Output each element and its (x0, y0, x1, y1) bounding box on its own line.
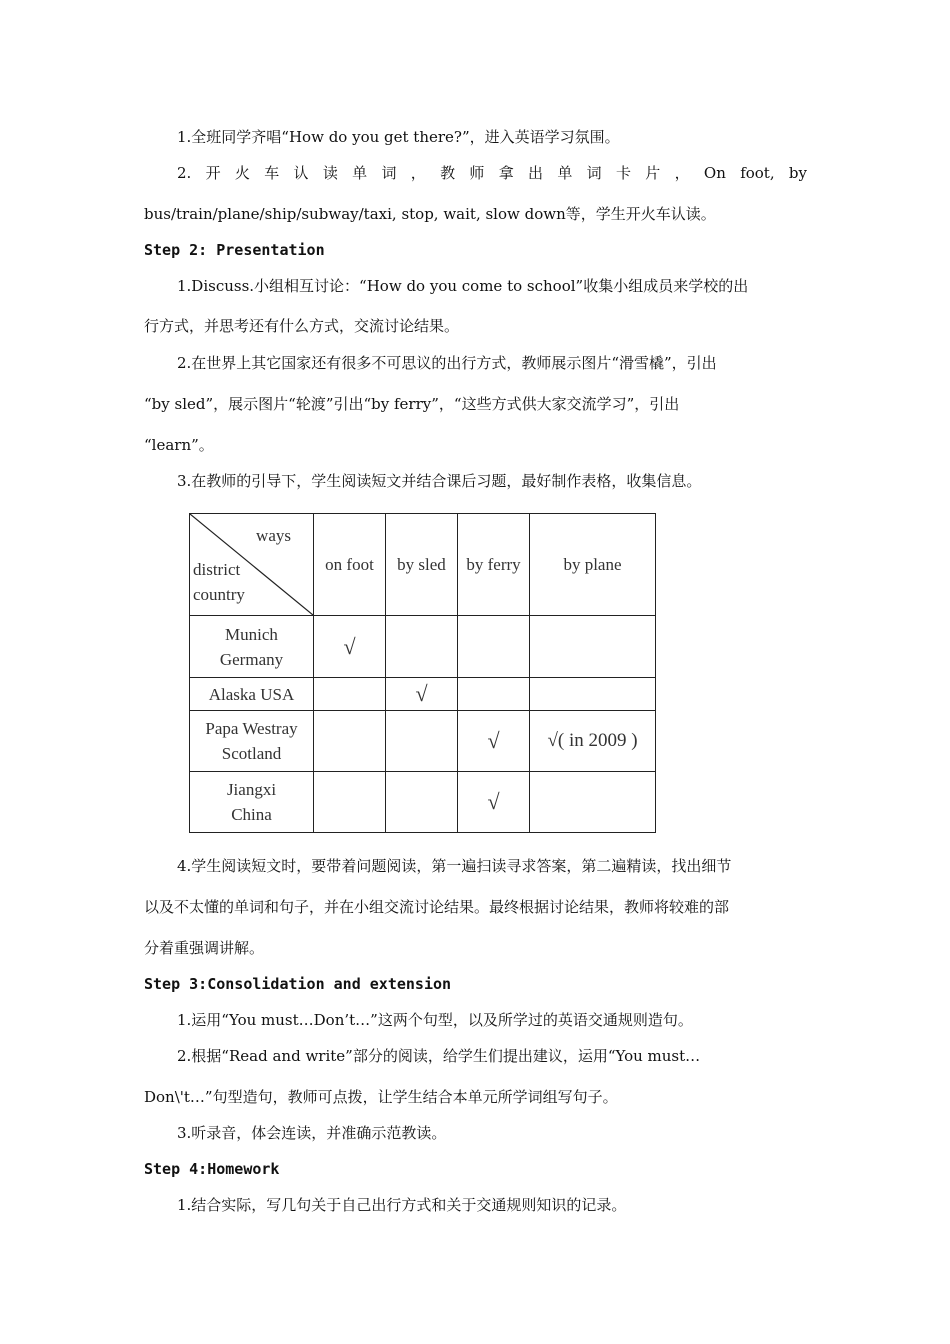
table-cell (458, 678, 530, 711)
column-header: on foot (314, 514, 386, 616)
row-label-line: Munich (225, 624, 278, 644)
table-row (190, 616, 656, 678)
step2-item2-line3: “learn”。 (144, 436, 214, 454)
corner-ways-label: ways (256, 526, 291, 545)
row-label (190, 772, 314, 833)
step3-item3: 3.听录音，体会连读，并准确示范教读。 (177, 1124, 447, 1142)
justified-token: 读 (322, 164, 338, 182)
table-cell (314, 711, 386, 772)
justified-token: 词 (381, 164, 397, 182)
table-cell: √ (458, 772, 530, 833)
justified-token: 片 (645, 164, 661, 182)
justified-token: 词 (586, 164, 602, 182)
justified-token: 火 (234, 164, 250, 182)
column-header: by ferry (458, 514, 530, 616)
row-label-line: Germany (219, 649, 284, 669)
row-label (190, 616, 314, 678)
step2-item4-line1: 4.学生阅读短文时，要带着问题阅读，第一遍扫读寻求答案，第二遍精读，找出细节 (177, 857, 732, 875)
corner-district-label: district (193, 560, 241, 579)
table-cell (530, 616, 656, 678)
table-cell (386, 711, 458, 772)
justified-token: 单 (557, 164, 573, 182)
table-cell: √ (314, 616, 386, 678)
step1-item2-line2: bus/train/plane/ship/subway/taxi, stop, wait, slow down等，学生开火车认读。 (144, 205, 716, 223)
corner-country-label: country (193, 585, 245, 604)
table-row (190, 711, 656, 772)
justified-token: ， (674, 164, 690, 182)
step2-item2-line1: 2.在世界上其它国家还有很多不可思议的出行方式，教师展示图片“滑雪橇”，引出 (177, 354, 717, 372)
row-label: Alaska USA (190, 678, 314, 711)
step3-item2-line1: 2.根据“Read and write”部分的阅读，给学生们提出建议，运用“You must… (177, 1047, 701, 1065)
step1-item1: 1.全班同学齐唱“How do you get there?”，进入英语学习氛围。 (177, 128, 620, 146)
table-cell (458, 616, 530, 678)
justified-token: 单 (352, 164, 368, 182)
step3-heading: Step 3:Consolidation and extension (144, 975, 452, 993)
ways-table (189, 513, 656, 833)
justified-token: ， (410, 164, 426, 182)
table-cell: √( in 2009 ) (530, 711, 656, 772)
table-cell (314, 678, 386, 711)
step3-item1: 1.运用“You must…Don’t…”这两个句型，以及所学过的英语交通规则造句。 (177, 1011, 693, 1029)
justified-token: 出 (528, 164, 544, 182)
step2-item1-line2: 行方式，并思考还有什么方式，交流讨论结果。 (144, 317, 460, 335)
table-cell: √ (458, 711, 530, 772)
table-row (190, 678, 656, 711)
step2-item2-line2: “by sled”，展示图片“轮渡”引出“by ferry”，“这些方式供大家交流学习”，引出 (144, 395, 680, 413)
column-header: by plane (530, 514, 656, 616)
justified-token: 卡 (615, 164, 631, 182)
justified-token: 开 (205, 164, 221, 182)
row-label (190, 711, 314, 772)
row-label-line: Scotland (221, 744, 282, 763)
step2-item3: 3.在教师的引导下，学生阅读短文并结合课后习题，最好制作表格，收集信息。 (177, 472, 702, 490)
table-cell (314, 772, 386, 833)
column-header: by sled (386, 514, 458, 616)
table-cell (386, 616, 458, 678)
row-label-line: Jiangxi (226, 780, 277, 799)
step2-item4-line2: 以及不太懂的单词和句子，并在小组交流讨论结果。最终根据讨论结果，教师将较难的部 (144, 898, 730, 916)
justified-token: by (788, 164, 807, 182)
step1-item2-line1 (177, 163, 807, 183)
table-cell (386, 772, 458, 833)
table-cell (530, 772, 656, 833)
row-label-line: Papa Westray (205, 719, 298, 738)
justified-token: 车 (264, 164, 280, 182)
row-label-line: China (231, 805, 272, 824)
justified-token: foot, (740, 164, 775, 182)
justified-token: 教 (440, 164, 456, 182)
table-row (190, 772, 656, 833)
table-cell (530, 678, 656, 711)
justified-token: 师 (469, 164, 485, 182)
step3-item2-line2: Don\'t…”句型造句，教师可点拨，让学生结合本单元所学词组写句子。 (144, 1088, 618, 1106)
justified-token: 认 (293, 164, 309, 182)
step2-item1-line1: 1.Discuss.小组相互讨论：“How do you come to school”收集小组成员来学校的出 (177, 277, 749, 295)
corner-cell (190, 514, 314, 616)
justified-token: 拿 (498, 164, 514, 182)
step2-heading: Step 2: Presentation (144, 241, 325, 259)
justified-token: On (703, 164, 726, 182)
step4-item1: 1.结合实际，写几句关于自己出行方式和关于交通规则知识的记录。 (177, 1196, 627, 1214)
table-cell: √ (386, 678, 458, 711)
justified-token: 2. (177, 164, 192, 182)
step4-heading: Step 4:Homework (144, 1160, 280, 1178)
step2-item4-line3: 分着重强调讲解。 (144, 939, 265, 957)
